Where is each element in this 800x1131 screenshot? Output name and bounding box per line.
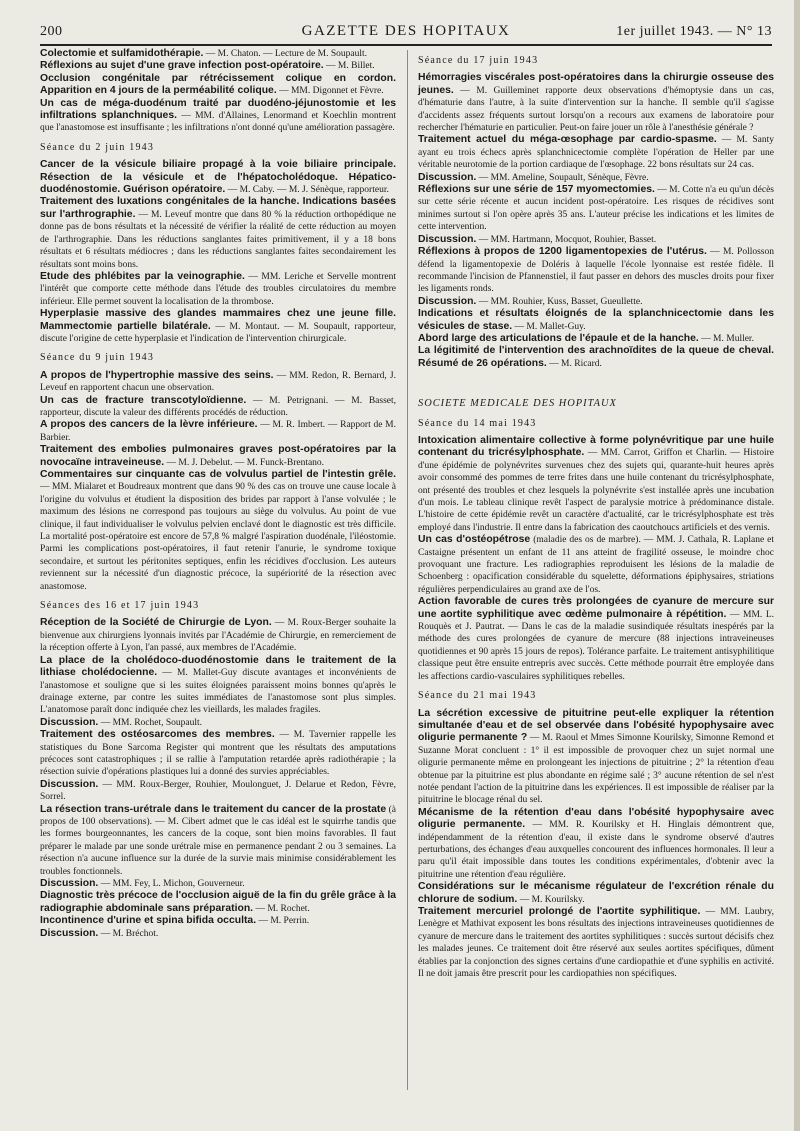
abstract-title: Hyperplasie massive des glandes mammaires chez une jeune fille. Mammectomie partielle bilatérale.: [40, 308, 396, 332]
abstract-entry: [418, 333, 774, 345]
abstract-title: Discussion.: [40, 716, 99, 728]
abstract-title: Discussion.: [418, 171, 477, 183]
abstract-body: — MM. Laubry, Lenègre et Mathivat exposent les bons résultats des injections intraveineuses quotidiennes de cyanure de mercure dans le traitement des aortites syphilitiques : succès surtout décisifs chez les malades jeunes. Ce traitement doit être réservé aux seules aortites spécifiques, dûment établies par la conjonction des signes certains d'une cardiopathie et d'une syphilis en activité. Il ne doit jamais être prescrit pour les cardiopathies non spécifiques.: [418, 907, 774, 980]
session-heading: Séance du 9 juin 1943: [40, 352, 155, 364]
abstract-title: Abord large des articulations de l'épaule et de la hanche.: [418, 332, 699, 344]
abstract-entry: [418, 308, 774, 333]
abstract-entry: [40, 308, 396, 345]
abstract-entry: [418, 881, 774, 906]
abstract-body: — M. Perrin.: [256, 916, 310, 927]
abstract-entry: [40, 395, 396, 420]
abstract-body: — M. Ricard.: [546, 358, 602, 369]
abstract-title: Occlusion congénitale par rétrécissement colique en cordon. Apparition en 4 jours de la perméabilité colique.: [40, 72, 396, 97]
abstract-title: Discussion.: [418, 233, 477, 245]
issue-date: 1er juillet 1943. — N° 13: [616, 24, 772, 39]
abstract-title: La sécrétion excessive de pituitrine peut-elle expliquer la rétention simultanée d'eau et de sel observée dans l'obésité hypophysaire avec oligurie permanente ?: [418, 707, 774, 744]
abstract-entry: [418, 435, 774, 534]
journal-title: GAZETTE DES HOPITAUX: [301, 23, 511, 39]
abstract-body: — MM. Rochet, Soupault.: [98, 717, 203, 728]
page-edge: [794, 0, 800, 1131]
session-heading: Séances des 16 et 17 juin 1943: [40, 600, 200, 612]
abstract-body: — M. Chaton. — Lecture de M. Soupault.: [203, 49, 367, 59]
abstract-body: — MM. d'Allaines, Lenormand et Koechlin montrent que l'anastomose est insuffisante ; les infiltrations n'ont donné qu'une amélioration passagère.: [40, 111, 396, 134]
abstract-entry: [418, 184, 774, 234]
abstract-body: — M. Billet.: [323, 61, 375, 72]
abstract-entry: [40, 779, 396, 804]
abstract-entry: [40, 48, 396, 60]
abstract-body: — MM. Digonnet et Fèvre.: [276, 86, 384, 97]
abstract-title: Discussion.: [418, 295, 477, 307]
abstract-title: Réflexions sur une série de 157 myomectomies.: [418, 184, 655, 196]
abstract-title: Traitement mercuriel prolongé de l'aortite syphilitique.: [418, 906, 701, 917]
abstract-entry: [418, 246, 774, 296]
abstract-title: La résection trans-urétrale dans le traitement du cancer de la prostate: [40, 803, 387, 815]
abstract-title: A propos des cancers de la lèvre inférieure.: [40, 419, 258, 431]
abstract-entry: [418, 534, 774, 596]
abstract-title: Réflexions à propos de 1200 ligamentopexies de l'utérus.: [418, 246, 707, 258]
abstract-entry: [40, 444, 396, 469]
abstract-entry: [418, 708, 774, 807]
abstract-entry: [40, 729, 396, 779]
abstract-title: Un cas d'ostéopétrose: [418, 534, 531, 546]
abstract-entry: [418, 345, 774, 370]
abstract-body: — MM. Hartmann, Mocquot, Rouhier, Basset.: [476, 234, 657, 245]
abstract-body: — M. R. Imbert. — Rapport de M. Barbier.: [40, 420, 396, 443]
abstract-title: Discussion.: [40, 927, 99, 939]
page-header: [40, 20, 772, 46]
abstract-entry: [40, 915, 396, 927]
abstract-title: A propos de l'hypertrophie massive des seins.: [40, 369, 274, 381]
abstract-title: Hémorragies viscérales post-opératoires dans la chirurgie osseuse des jeunes.: [418, 72, 774, 96]
session-heading: Séance du 17 juin 1943: [418, 55, 539, 66]
abstract-title: Discussion.: [40, 878, 99, 889]
abstract-entry: [418, 596, 774, 683]
abstract-title: Etude des phlébites par la veinographie.: [40, 270, 245, 282]
abstract-body: (maladie des os de marbre). — MM. J. Cathala, R. Laplane et Castaigne présentent un enfant de 11 ans atteint de fragilité osseuse, le moindre choc provoquant une fracture. Les radiographies reproduisent les lésions de la maladie de Schoenberg : opacification considérable du squelette, déformations épiphysaires, striations régulières perpendiculaires au grand axe de l'os.: [418, 535, 774, 595]
abstract-entry: [40, 717, 396, 729]
abstract-title: Traitement actuel du méga-œsophage par cardio-spasme.: [418, 134, 717, 146]
abstract-title: Intoxication alimentaire collective à forme polynévritique par une huile contenant du tricrésylphosphate.: [418, 434, 774, 459]
abstract-body: — MM. Carrot, Griffon et Charlin. — Histoire d'une épidémie de polynévrites survenues chez des sujets qui, quarante-huit heures après avoir consommé des pommes de terre frites dans une huile contenant du tricrésylphosphate, ont présenté des troubles et chez lesquels la polynévrite s'est installée après une incubation d'un mois. Le tableau clinique revêt l'aspect de paralysie motrice à prédominance distale. L'histoire de cette épidémie revêt un caractère d'actualité, car le tricrésylphosphate est très employé dans l'industrie. Il entre dans la fabrication des caoutchoucs artificiels et des vernis.: [418, 448, 774, 533]
abstract-entry: [418, 234, 774, 246]
abstract-title: Discussion.: [40, 778, 99, 790]
abstract-title: Commentaires sur cinquante cas de volvulus partiel de l'intestin grêle.: [40, 469, 396, 480]
session-heading: Séance du 21 mai 1943: [418, 690, 537, 702]
abstract-body: — M. Petrignani. — M. Basset, rapporteur, discute la valeur des différents procédés de réduction.: [40, 395, 396, 418]
abstract-entry: [40, 98, 396, 135]
abstract-body: — MM. Rouhier, Kuss, Basset, Gueullette.: [476, 296, 643, 307]
session-heading: Séance du 14 mai 1943: [418, 417, 537, 429]
abstract-title: Indications et résultats éloignés de la splanchnicectomie dans les vésicules de stase.: [418, 308, 774, 332]
abstract-body: — MM. Roux-Berger, Rouhier, Moulonguet, J. Delarue et Redon, Fèvre, Sorrel.: [40, 779, 396, 803]
abstract-entry: [40, 196, 396, 270]
abstract-entry: [418, 172, 774, 184]
abstract-body: — MM. Leriche et Servelle montrent l'intérêt que comporte cette méthode dans l'étude des troubles circulatoires du membre inférieur. Elle permet souvent la localisation de la thrombose.: [40, 271, 397, 307]
abstract-title: Un cas de méga-duodénum traité par duodéno-jéjunostomie et les infiltrations splanchniques.: [40, 97, 396, 122]
abstract-body: — M. Kourilsky.: [517, 894, 585, 905]
abstract-entry: [40, 469, 396, 593]
abstract-title: Mécanisme de la rétention d'eau dans l'obésité hypophysaire avec oligurie permanente.: [418, 806, 774, 831]
abstract-title: Un cas de fracture transcotyloïdienne.: [40, 394, 247, 406]
abstract-title: Cancer de la vésicule biliaire propagé à la voie biliaire principale. Résection de la vésicule et de l'hépatocholédoque. Hépatico-duodénostomie. Guérison opératoire.: [40, 159, 396, 196]
abstract-body: — M. Raoul et Mmes Simonne Kourilsky, Simonne Remond et Suzanne Morat concluent : 1° il est impossible de provoquer chez un sujet normal une oligurie permanente même en prolongeant les injections de pituitrine ; 2° la rétention d'eau obtenue par la pituitrine est plus abondante en régime salé ; 3° aucune rétention de sel n'est notée pendant l'action de la pituitrine dans les expériences. Il est impossible de réaliser par la pituitrine le blocage rénal du sel.: [418, 733, 775, 806]
abstract-body: — MM. Fey, L. Michon, Gouverneur.: [98, 879, 245, 889]
page-number: 200: [40, 24, 63, 39]
abstract-body: — M. J. Debelut. — M. Funck-Brentano.: [164, 457, 325, 468]
abstract-body: — M. Muller.: [698, 333, 754, 344]
abstract-title: Traitement des luxations congénitales de la hanche. Indications basées sur l'arthrographie.: [40, 196, 396, 220]
abstract-entry: [40, 655, 396, 717]
abstract-body: — M. Tavernier rappelle les statistiques du Bone Sarcoma Register qui montrent que les résultats des amputations précoces sont catastrophiques ; il se rallie à l'amputation retardée après radiothérapie ; la résection suivie d'opérations plastiques lui a donné des survies appréciables.: [40, 730, 396, 778]
abstract-title: La légitimité de l'intervention des arachnoïdites de la queue de cheval. Résumé de 26 opérations.: [418, 345, 774, 369]
abstract-title: Traitement des ostéosarcomes des membres.: [40, 729, 275, 741]
abstract-body: — MM. Redon, R. Bernard, J. Leveuf en rapportent chacun une observation.: [40, 370, 396, 394]
abstract-entry: [40, 159, 396, 196]
abstract-entry: [40, 890, 396, 915]
abstract-body: — M. Caby. — M. J. Sénèque, rapporteur.: [225, 185, 389, 196]
abstract-entry: [418, 296, 774, 308]
abstract-entry: [40, 617, 396, 654]
abstract-body: — M. Mallet-Guy.: [512, 321, 586, 332]
abstract-entry: [418, 134, 774, 171]
abstract-entry: [40, 271, 396, 308]
column-divider: [407, 50, 408, 1090]
abstract-body: — M. Santy ayant eu trois échecs après splanchnicectomie complète l'opération de Heller par une véritable neurotomie de la portion cardiaque de l'œsophage. 22 bons résultats sur 24 cas.: [418, 135, 774, 171]
abstract-entry: [40, 928, 396, 940]
abstract-title: Considérations sur le mécanisme régulateur de l'excrétion rénale du chlorure de sodium.: [418, 881, 774, 905]
abstract-body: — MM. Ameline, Soupault, Sénèque, Fèvre.: [476, 172, 649, 183]
abstract-body: — MM. L. Rouquès et J. Pautrat. — Dans le cas de la maladie susindiquée résultats inespérés par la méthode des cures prolongées de cyanure de mercure (88 injections intraveineuses quotidiennes et 90 après 15 jours de repos). Tolérance parfaite. Le traitement antisyphilitique classique peut être ensuite entrepris avec succès. Cette méthode pourrait être employée dans les affections cardio-vasculaires syphilitiques rebelles.: [418, 609, 774, 682]
abstract-title: Réception de la Société de Chirurgie de Lyon.: [40, 617, 272, 629]
abstract-entry: [418, 807, 774, 881]
abstract-title: La place de la cholédoco-duodénostomie dans le traitement de la lithiase cholédocienne.: [40, 654, 396, 679]
abstract-entry: [418, 906, 774, 980]
abstract-entry: [40, 804, 396, 878]
abstract-body: — M. Roux-Berger souhaite la bienvenue aux chirurgiens lyonnais invités par l'Académie de Chirurgie, en remerciement de la réception offerte à Lyon, l'an passé, aux membres de l'Académie.: [40, 618, 396, 654]
abstract-body: — M. Pollosson défend la ligamentopexie de Doléris à laquelle l'école lyonnaise est restée fidèle. Il recommande l'incision de Pfannenstiel, il faut passer en dehors des muscles droits pour fixer les ligaments ronds.: [418, 247, 774, 295]
abstract-title: Traitement des embolies pulmonaires graves post-opératoires par la novocaïne intraveineuse.: [40, 444, 396, 468]
abstract-title: Action favorable de cures très prolongées de cyanure de mercure sur une aortite syphilitique avec œdème pulmonaire à répétition.: [418, 596, 774, 620]
abstract-title: Colectomie et sulfamidothérapie.: [40, 48, 204, 59]
abstract-title: Incontinence d'urine et spina bifida occulta.: [40, 915, 257, 927]
abstract-entry: [40, 60, 396, 72]
abstract-entry: [418, 72, 774, 134]
abstract-body: — M. Montaut. — M. Soupault, rapporteur, discute l'origine de cette hyperplasie et l'indication de l'intervention chirurgicale.: [40, 321, 396, 344]
abstract-body: — MM. R. Kourilsky et H. Hinglais démontrent que, indépendamment de la rétention d'eau, il existe dans le syndrome observé d'autres perturbations, des échanges d'eau auxquelles concourent des influences hormonales. Il leur a paru qu'il était impossible dans toutes les conditions expérimentales, d'obtenir avec la pituitrine une rétention d'eau régulière.: [418, 820, 775, 880]
abstract-body: — M. Guilleminet rapporte deux observations d'hémoptysie dans un cas, d'hématurie dans l'autre, à la suite d'intervention sur la hanche. Il semble qu'il s'agisse d'accidents assez fréquents surtout lorsqu'on a recours aux examens de laboratoire pour rechercher l'hématurie en particulier. Peut-on faire jouer un rôle à l'anesthésie générale ?: [418, 85, 774, 134]
left-column: [40, 48, 396, 940]
abstract-entry: [40, 370, 396, 395]
abstract-body: (à propos de 100 observations). — M. Cibert admet que le cas idéal est le squirrhe tandis que les formes bourgeonnantes, les cancers de la coque, sont bien moins favorables. Il faut préparer le malade par une sonde urétrale mise en permanence pendant 2 ou 3 semaines. La résection n'a aucune influence sur la durée de la survie mais minimise considérablement les troubles fonctionnels.: [40, 804, 396, 877]
abstract-entry: [40, 73, 396, 98]
abstract-entry: [40, 419, 396, 444]
right-column: [418, 48, 774, 980]
abstract-title: Diagnostic très précoce de l'occlusion aiguë de la fin du grêle grâce à la radiographie abdominale sans préparation.: [40, 890, 396, 914]
session-heading: Séance du 2 juin 1943: [40, 141, 155, 153]
abstract-body: — M. Mallet-Guy discute avantages et inconvénients de l'anastomose et souligne que si les suites éloignées paraissent moins bonnes qu'après le drainage externe, par contre les suites immédiates de l'anastomose sont plus simples. L'anatomose paraît donc indiquée chez les vieillards, les malades fragiles.: [40, 668, 397, 716]
abstract-body: — MM. Mialaret et Boudreaux montrent que dans 90 % des cas on trouve une cause locale à l'origine du volvulus et étudient la disposition des brides par rapport à l'anse volvulée ; le maximum des lésions ne correspond pas toujours au siège du volvulus. Au point de vue clinique, il faut individualiser le volvulus pelvien enclavé dont le diagnostic est très difficile. La mortalité post-opératoire est encore de 57,8 % malgré l'aspiration duodénale, l'iléostomie. Parmi les complications post-opératoires, il faut retenir l'anurie, le syndrome toxique secondaire, et surtout les péritonites septiques, enfin les récidives d'occlusion. Les auteurs reviennent sur la nécessité d'un diagnostic précoce, la supériorité de la résection avec anastomose.: [40, 482, 396, 592]
abstract-title: Réflexions au sujet d'une grave infection post-opératoire.: [40, 60, 324, 72]
abstract-body: — M. Bréchot.: [98, 928, 159, 939]
abstract-body: — M. Cotte n'a eu qu'un décès sur cette série récente et aucun incident post-opératoire. Les risques de récidives sont minimes surtout si l'on opère après 35 ans. L'auteur précise les indications et les limites de cette intervention.: [418, 185, 774, 233]
abstract-entry: [40, 878, 396, 890]
society-heading: SOCIETE MEDICALE DES HOPITAUX: [418, 398, 617, 410]
abstract-body: — M. Leveuf montre que dans 80 % la réduction orthopédique ne donne pas de bons résultats et la nécessité de vérifier la réalité de cette réduction au moyen de l'arthrographie. Dans les réductions sanglantes faites primitivement, il y a 18 bons résultats et 6 résultats médiocres ; dans les réductions sanglantes faites secondairement les résultats sont moins bons.: [40, 209, 396, 270]
abstract-body: — M. Rochet.: [253, 903, 310, 914]
